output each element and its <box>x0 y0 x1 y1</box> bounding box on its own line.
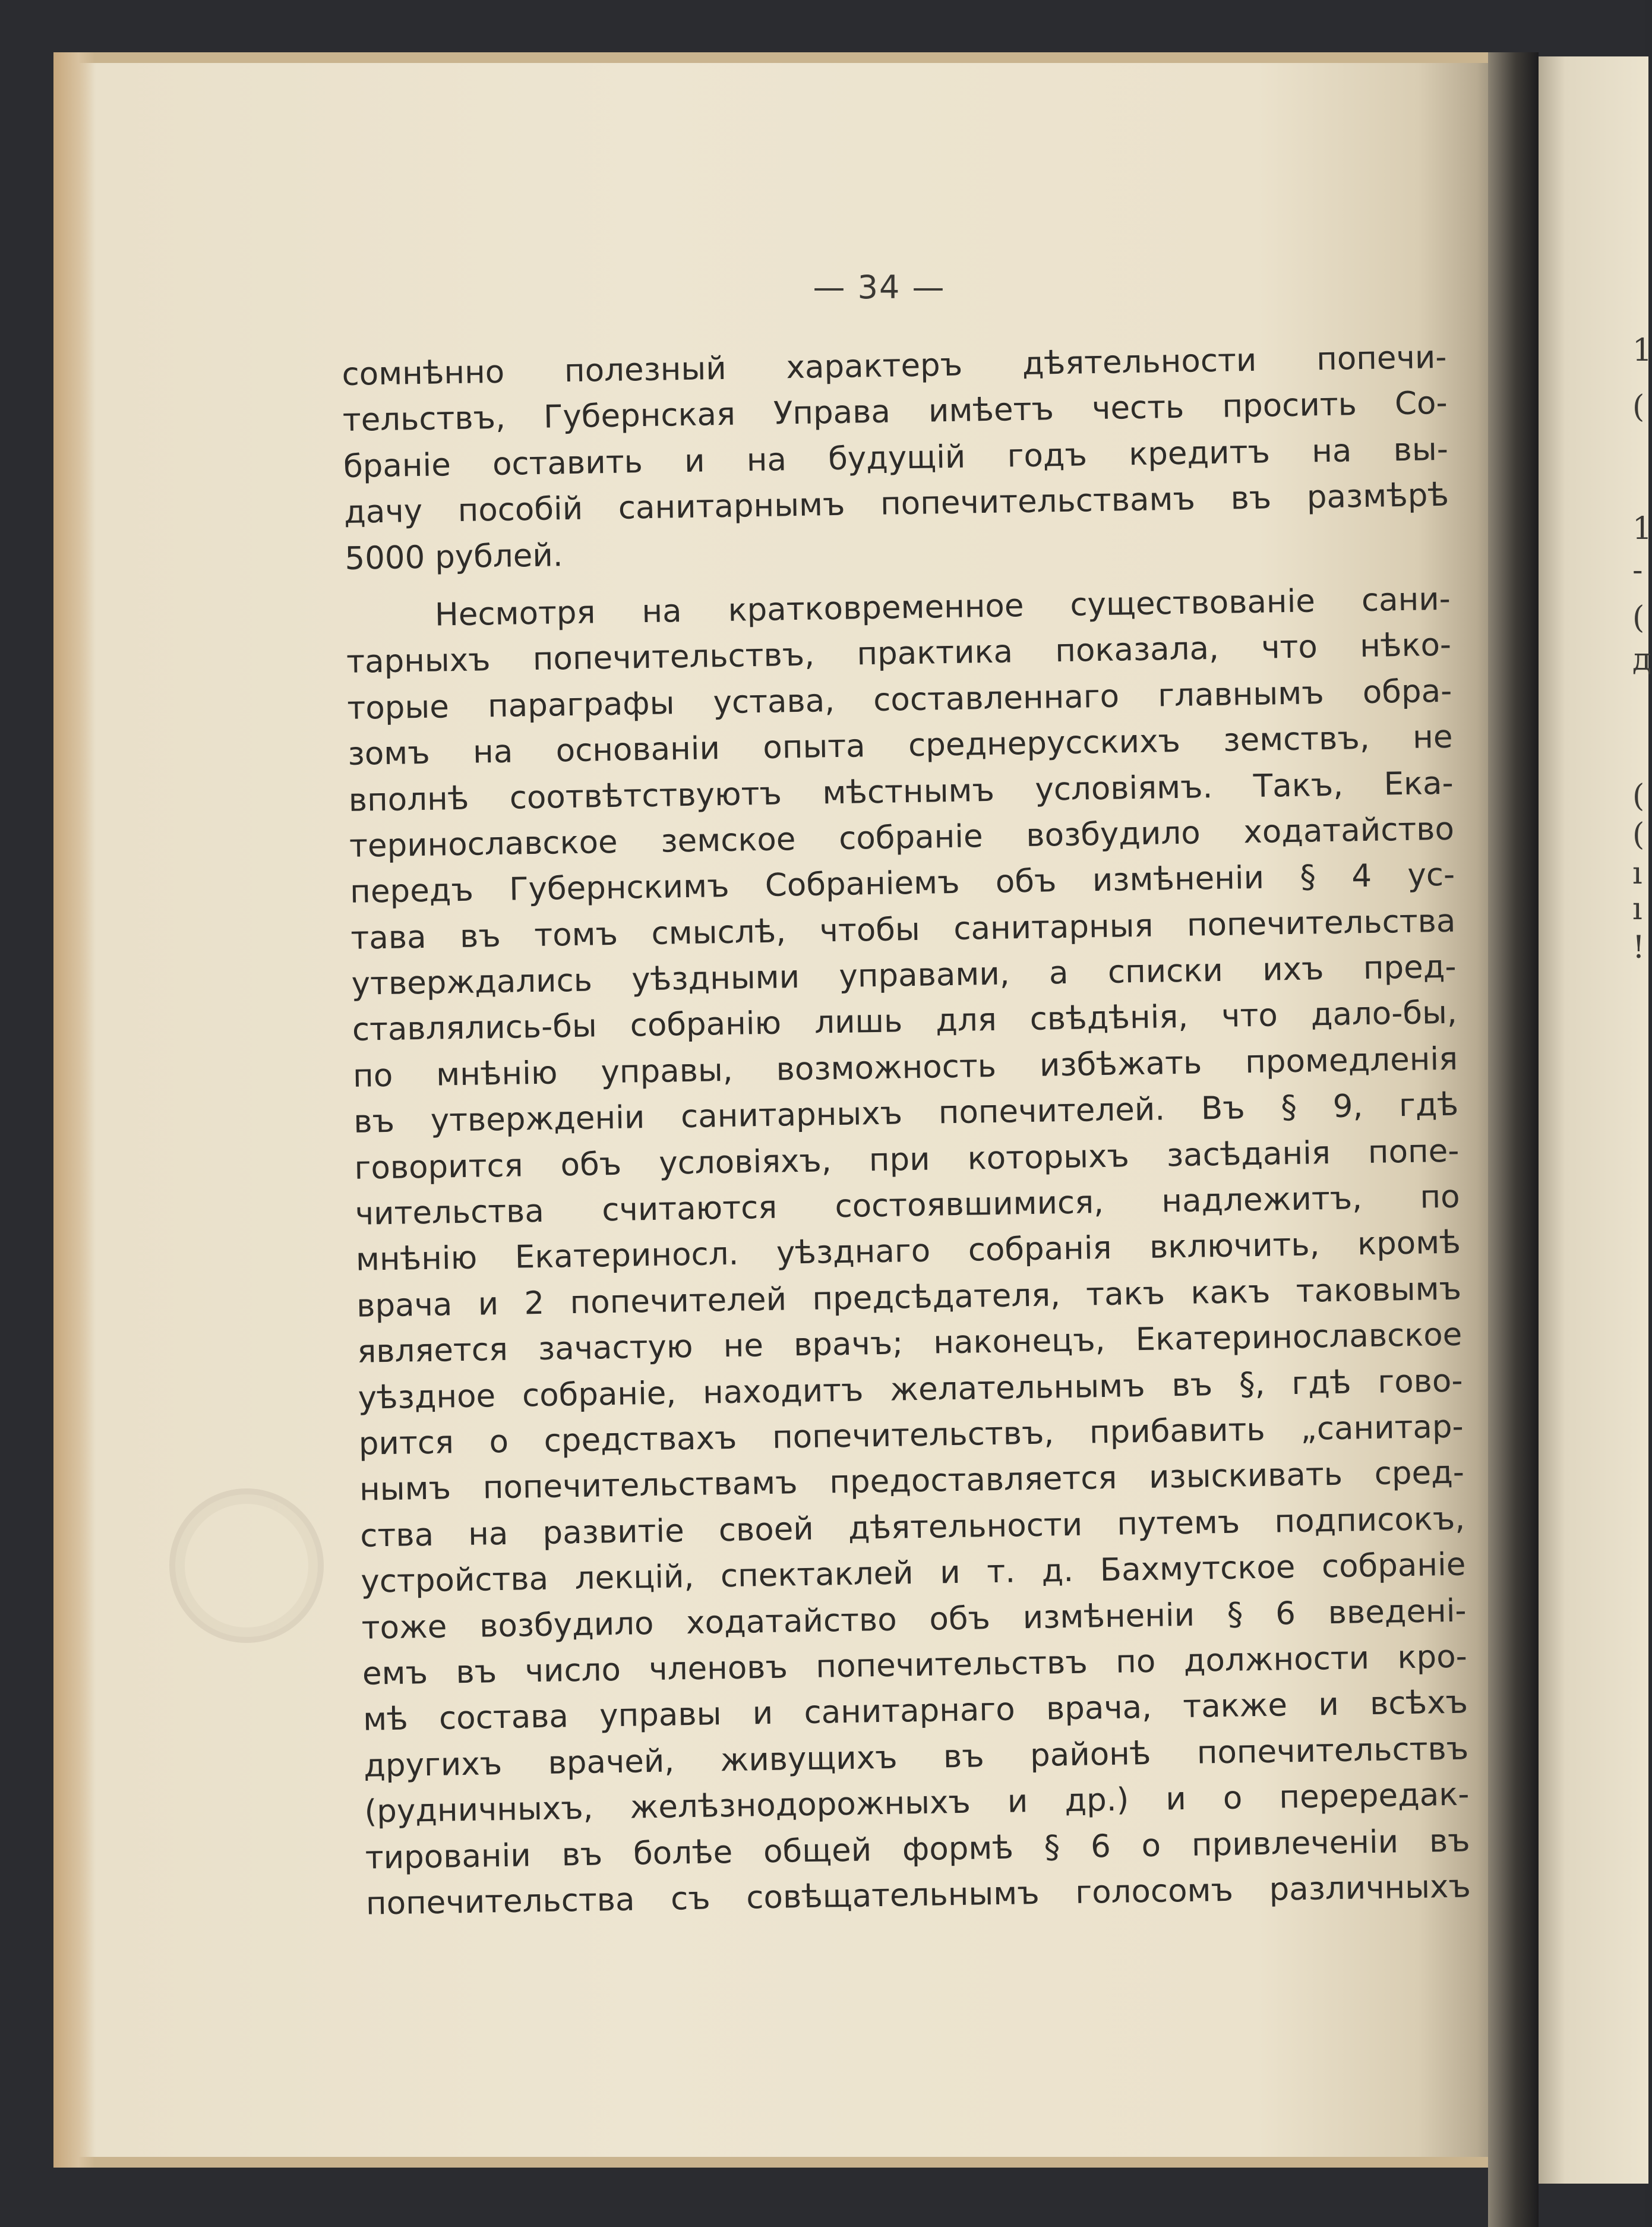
book-gutter-shadow <box>1488 52 1539 2227</box>
text-line: является зачастую не врачъ; наконецъ, Екатеринославское <box>356 1316 1463 1370</box>
text-line: чительства считаются состоявшимися, надлежитъ, по <box>355 1178 1461 1232</box>
text-line: ства на развитіе своей дѣятельности путемъ подписокъ, <box>359 1500 1465 1554</box>
text-line: теринославское земское собраніе возбудило ходатайство <box>349 810 1455 865</box>
next-page-edge <box>1530 56 1648 2184</box>
text-line: уѣздное собраніе, находитъ желательнымъ въ §, гдѣ гово- <box>358 1362 1463 1417</box>
text-line: (рудничныхъ, желѣзнодорожныхъ и др.) и о перередак- <box>364 1776 1470 1830</box>
text-line: устройства лекцій, спектаклей и т. д. Бахмутское собраніе <box>361 1546 1466 1600</box>
edge-mark: 1 <box>1632 333 1652 368</box>
text-line: тированіи въ болѣе общей формѣ § 6 о привлеченіи въ <box>365 1822 1471 1876</box>
paragraph-2 <box>345 576 1471 1927</box>
page-left-edge <box>53 52 95 2168</box>
paragraph-1 <box>342 335 1450 582</box>
text-line: сомнѣнно полезный характеръ дѣятельности попечи- <box>342 339 1447 393</box>
edge-mark: - <box>1632 553 1643 588</box>
text-line: тельствъ, Губернская Управа имѣетъ честь просить Со- <box>342 385 1448 439</box>
text-line: попечительства съ совѣщательнымъ голосомъ различныхъ <box>365 1868 1471 1922</box>
edge-mark: 1 <box>1632 511 1652 547</box>
text-line: тоже возбудило ходатайство объ измѣненіи § 6 введені- <box>361 1592 1467 1646</box>
text-line: нымъ попечительствамъ предоставляется изыскивать сред- <box>359 1454 1465 1509</box>
text-line: 5000 рублей. <box>344 537 564 577</box>
text-line: мнѣнію Екатериносл. уѣзднаго собранія включить, кромѣ <box>355 1225 1461 1279</box>
text-line: тарныхъ попечительствъ, практика показала, что нѣко- <box>346 627 1452 681</box>
text-line: по мнѣнію управы, возможность избѣжать промедленія <box>352 1040 1458 1094</box>
edge-mark: ı <box>1632 891 1642 927</box>
edge-mark: ( <box>1632 600 1645 636</box>
text-line: рится о средствахъ попечительствъ, прибавить „санитар- <box>358 1408 1464 1462</box>
text-line: утверждались уѣздными управами, а списки ихъ пред- <box>351 948 1457 1002</box>
text-line: Несмотря на кратковременное существованіе сани- <box>434 581 1451 633</box>
edge-mark: ! <box>1632 930 1645 966</box>
edge-mark: ( <box>1632 389 1645 425</box>
faded-library-stamp <box>169 1488 324 1643</box>
text-line: вполнѣ соотвѣтствуютъ мѣстнымъ условіямъ. Такъ, Ека- <box>348 765 1454 819</box>
text-line: въ утвержденіи санитарныхъ попечителей. Въ § 9, гдѣ <box>353 1086 1459 1141</box>
edge-mark: ( <box>1632 817 1645 853</box>
text-line: браніе оставить и на будущій годъ кредитъ на вы- <box>343 431 1449 485</box>
text-line: дачу пособій санитарнымъ попечительствамъ въ размѣрѣ <box>343 477 1449 531</box>
text-line: мѣ состава управы и санитарнаго врача, также и всѣхъ <box>362 1684 1468 1739</box>
text-line: торые параграфы устава, составленнаго главнымъ обра- <box>346 673 1452 727</box>
body-text <box>342 335 1471 1927</box>
text-line: другихъ врачей, живущихъ въ районѣ попечительствъ <box>363 1730 1469 1784</box>
edge-mark: д <box>1632 642 1652 677</box>
text-line: зомъ на основаніи опыта среднерусскихъ земствъ, не <box>348 718 1453 773</box>
edge-mark: ( <box>1632 778 1645 814</box>
text-line: врача и 2 попечителей предсѣдателя, такъ какъ таковымъ <box>356 1270 1462 1324</box>
text-line: ставлялись-бы собранію лишь для свѣдѣнія, что дало-бы, <box>352 995 1458 1049</box>
text-line: емъ въ число членовъ попечительствъ по должности кро- <box>362 1638 1468 1692</box>
text-line: передъ Губернскимъ Собраніемъ объ измѣненіи § 4 ус- <box>349 856 1455 911</box>
page-number: — 34 — <box>813 269 946 306</box>
edge-mark: ı <box>1632 856 1642 891</box>
text-line: тава въ томъ смыслѣ, чтобы санитарныя попечительства <box>350 903 1456 957</box>
text-line: говорится объ условіяхъ, при которыхъ засѣданія попе- <box>354 1133 1460 1187</box>
